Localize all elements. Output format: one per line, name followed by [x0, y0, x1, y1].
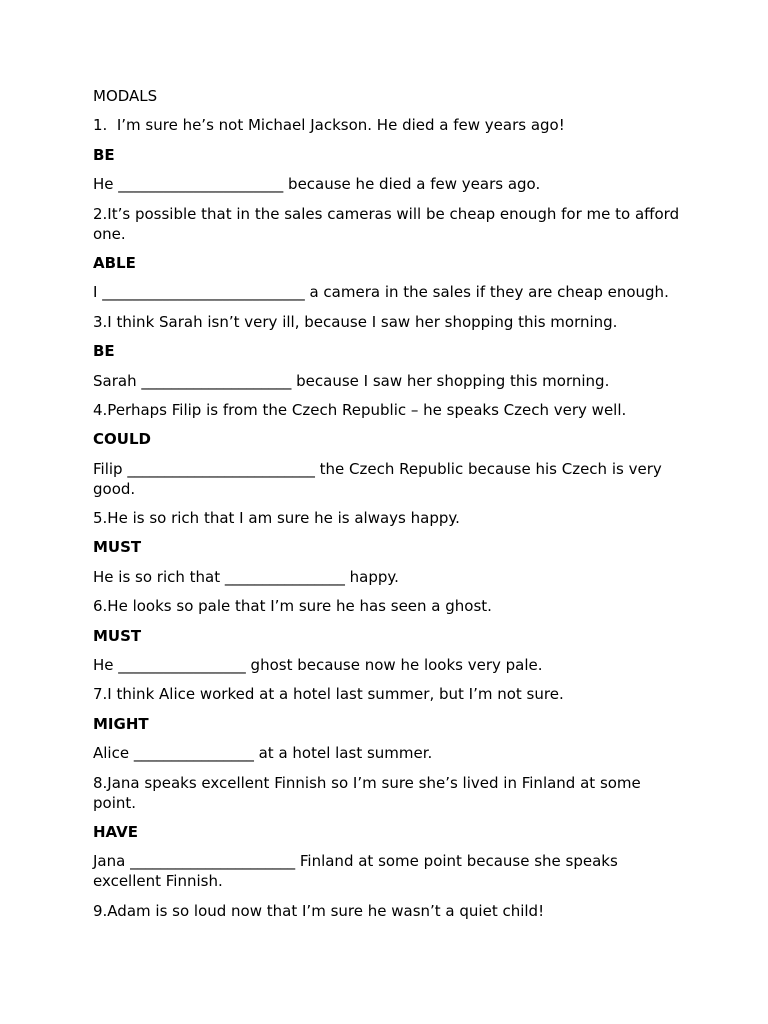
answer-line-6	[93, 655, 683, 675]
answer-prefix: Filip	[93, 459, 128, 478]
answer-line-4	[93, 459, 683, 499]
question-8: 8.Jana speaks excellent Finnish so I’m sure she’s lived in Finland at some point.	[93, 773, 646, 812]
answer-prefix: He is so rich that	[93, 567, 225, 586]
question-3: 3.I think Sarah isn’t very ill, because I saw her shopping this morning.	[93, 312, 618, 331]
question-9: 9.Adam is so loud now that I’m sure he wasn’t a quiet child!	[93, 901, 545, 920]
answer-suffix: at a hotel last summer.	[253, 744, 433, 763]
answer-blank-7[interactable]: ________________	[133, 744, 254, 763]
answer-suffix: the Czech Republic because his Czech is very good.	[93, 459, 667, 498]
answer-line-7	[93, 743, 683, 763]
question-7: 7.I think Alice worked at a hotel last summer, but I’m not sure.	[93, 685, 564, 704]
keyword-1: BE	[93, 145, 115, 164]
keyword-5: MUST	[93, 538, 142, 557]
keyword-8: HAVE	[93, 822, 138, 841]
question-6: 6.He looks so pale that I’m sure he has seen a ghost.	[93, 597, 492, 616]
answer-blank-1[interactable]: ______________________	[118, 175, 284, 194]
answer-line-8	[93, 851, 683, 891]
answer-prefix: He	[93, 175, 119, 194]
answer-blank-4[interactable]: _________________________	[127, 459, 315, 478]
keyword-4: COULD	[93, 430, 151, 449]
answer-prefix: Alice	[93, 744, 134, 763]
keyword-2: ABLE	[93, 253, 136, 272]
answer-blank-5[interactable]: ________________	[224, 567, 345, 586]
keyword-7: MIGHT	[93, 714, 149, 733]
answer-suffix: Finland at some point because she speaks excellent Finnish.	[93, 852, 623, 891]
keyword-3: BE	[93, 342, 115, 361]
answer-prefix: Jana	[93, 852, 131, 871]
worksheet-page	[93, 86, 683, 930]
answer-line-1	[93, 174, 683, 194]
answer-blank-2[interactable]: ___________________________	[102, 283, 305, 302]
question-5: 5.He is so rich that I am sure he is always happy.	[93, 509, 460, 528]
answer-blank-8[interactable]: ______________________	[130, 852, 296, 871]
answer-suffix: ghost because now he looks very pale.	[245, 656, 543, 675]
answer-suffix: happy.	[344, 567, 399, 586]
answer-line-5	[93, 567, 683, 587]
answer-blank-3[interactable]: ____________________	[141, 371, 292, 390]
keyword-6: MUST	[93, 626, 142, 645]
answer-prefix: He	[93, 656, 119, 675]
question-4: 4.Perhaps Filip is from the Czech Republic – he speaks Czech very well.	[93, 400, 627, 419]
answer-suffix: because he died a few years ago.	[283, 175, 541, 194]
answer-line-2	[93, 282, 683, 302]
question-1: 1. I’m sure he’s not Michael Jackson. He died a few years ago!	[93, 116, 565, 135]
answer-prefix: I	[93, 283, 103, 302]
worksheet-title: MODALS	[93, 87, 158, 105]
answer-prefix: Sarah	[93, 371, 142, 390]
answer-suffix: a camera in the sales if they are cheap enough.	[304, 283, 669, 302]
answer-blank-6[interactable]: _________________	[118, 656, 246, 675]
answer-line-3	[93, 371, 683, 391]
answer-suffix: because I saw her shopping this morning.	[291, 371, 610, 390]
question-2: 2.It’s possible that in the sales cameras will be cheap enough for me to afford one.	[93, 204, 684, 243]
